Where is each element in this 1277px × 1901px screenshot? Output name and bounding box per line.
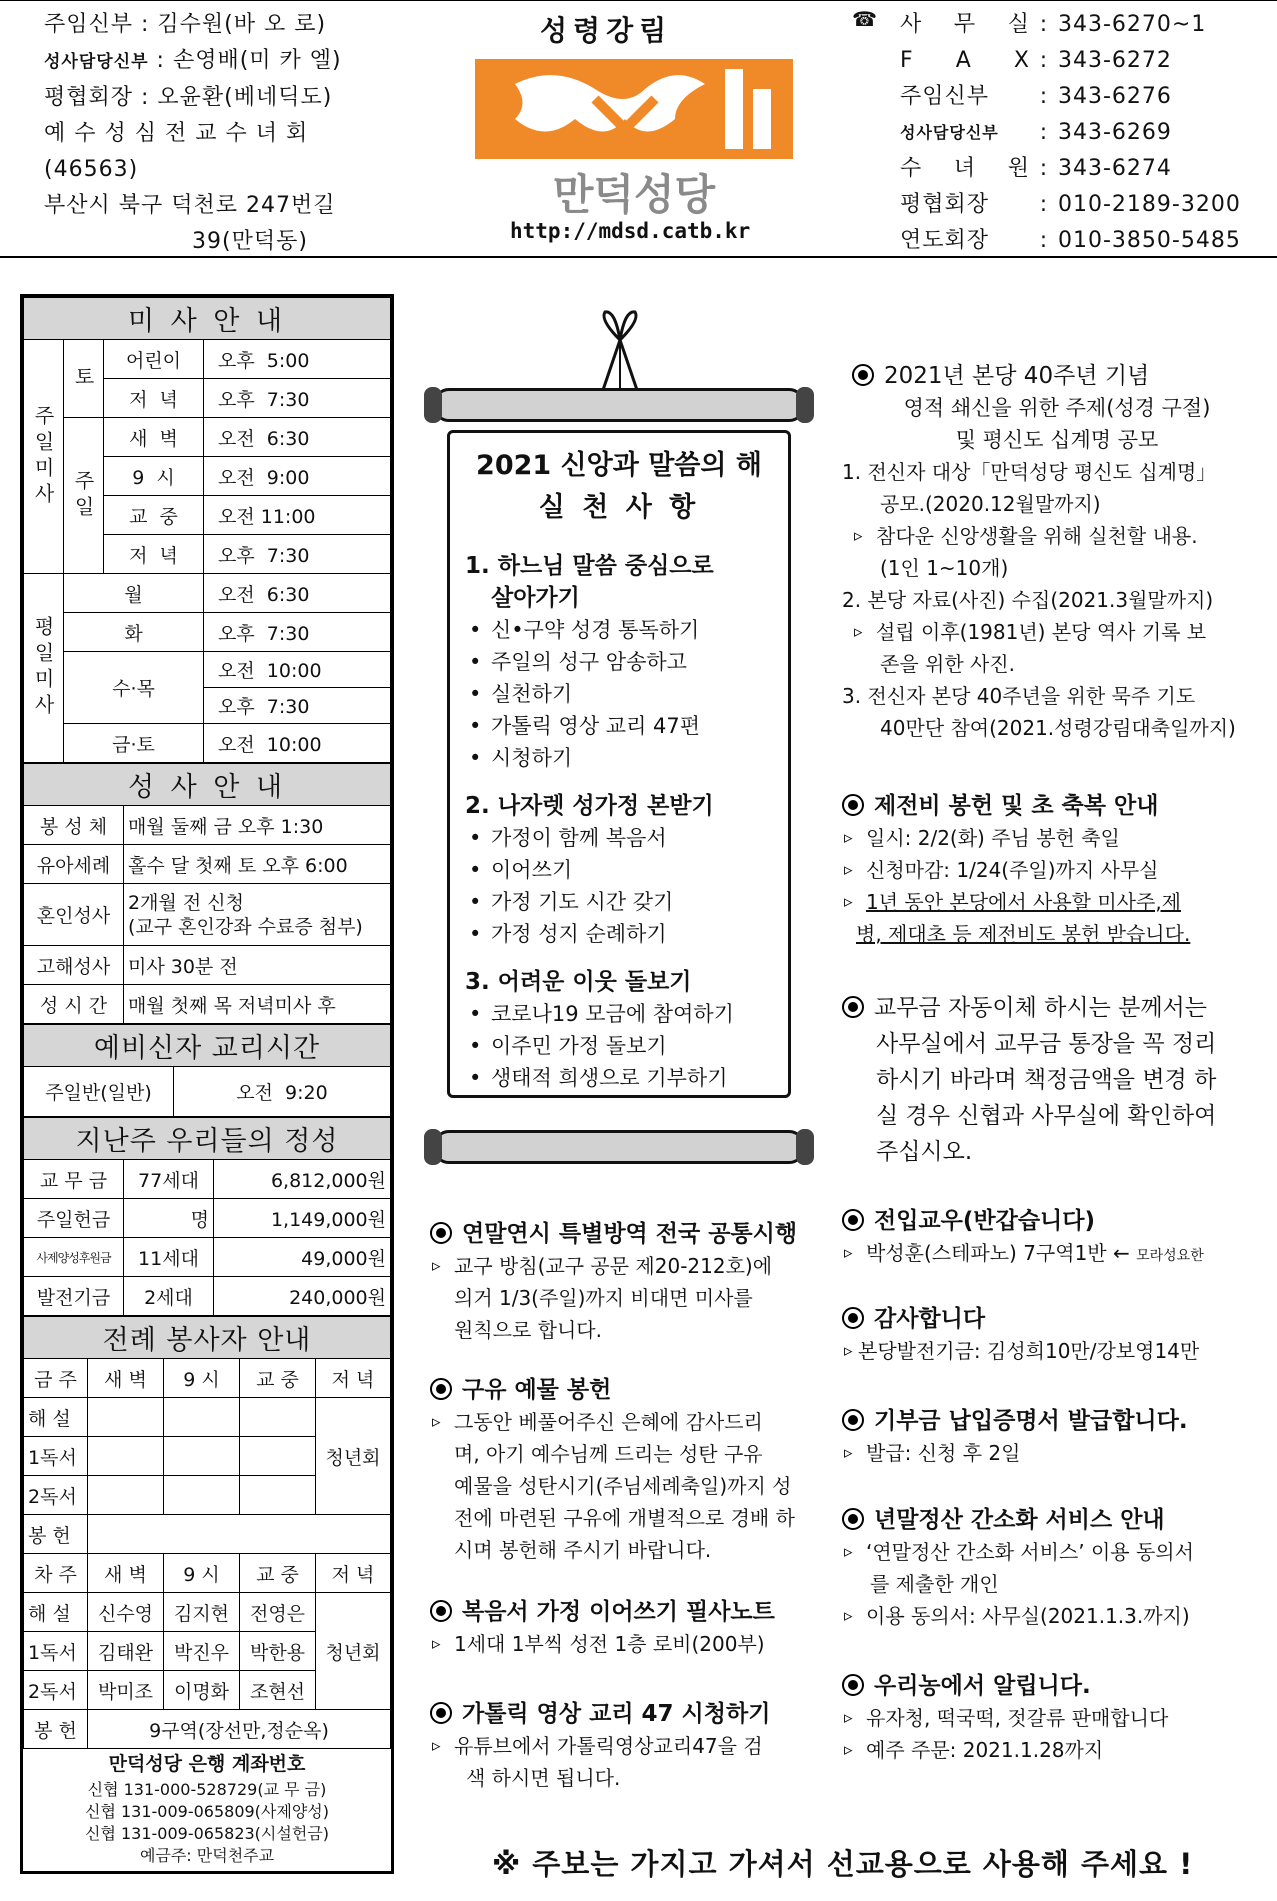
mass-time: 오전 9:00	[204, 457, 391, 496]
offering-title: 지난주 우리들의 정성	[24, 1118, 391, 1160]
notice-catechism-video	[430, 1698, 825, 1794]
notice-line: ▹ 본당발전기금: 김성희10만/강보영14만	[842, 1335, 1262, 1367]
bank-holder: 예금주: 만덕천주교	[139, 1846, 275, 1865]
offering-kind: 발전기금	[24, 1277, 124, 1316]
sunday-mass-label: 주일미사	[24, 340, 64, 574]
bullet-icon	[430, 1222, 452, 1244]
bulletin-header	[0, 0, 1277, 258]
bank-account: 신협 131-009-065809(사제양성)	[84, 1802, 329, 1821]
mass-time: 오후 5:00	[204, 340, 391, 379]
sacrament-name: 성 시 간	[24, 985, 124, 1024]
offering-amount: 49,000원	[214, 1238, 391, 1277]
notice-line: ▹ 유튜브에서 가톨릭영상교리47을 검	[430, 1730, 825, 1762]
weekday-name: 월	[64, 574, 204, 613]
practice-bullet-cont: • 이어쓰기	[465, 854, 785, 886]
server-name: 박한용	[240, 1632, 316, 1671]
server-name: 전영은	[240, 1593, 316, 1632]
mass-name: 저 녁	[104, 535, 204, 574]
contact-convent: 수 녀 원 : 343-6274	[900, 156, 1172, 181]
offering-amount: 6,812,000원	[214, 1160, 391, 1199]
notice-line: 2. 본당 자료(사진) 수집(2021.3월말까지)	[842, 588, 1214, 612]
notice-manger-offering	[430, 1374, 825, 1566]
notice-line: 40만단 참여(2021.성령강림대축일까지)	[880, 716, 1236, 740]
practice-bullet: • 신•구약 성경 통독하기	[465, 614, 785, 646]
sisters-line: 예 수 성 심 전 교 수 녀 회	[44, 121, 309, 146]
servers-header: 9 시	[164, 1554, 240, 1593]
notice-line: 공모.(2020.12월말까지)	[880, 492, 1101, 516]
notice-line: ▹ 그동안 베풀어주신 은혜에 감사드리	[430, 1406, 825, 1438]
notice-heading: 년말정산 간소화 서비스 안내	[842, 1504, 1272, 1536]
servers-header: 새 벽	[88, 1554, 164, 1593]
practice-bullet-cont: • 실천하기	[465, 678, 785, 710]
notice-heading: 전입교우(반갑습니다)	[842, 1205, 1272, 1237]
notice-line: 색 하시면 됩니다.	[466, 1766, 621, 1790]
sacrament-time: 미사 30분 전	[124, 946, 391, 985]
notice-heading: 제전비 봉헌 및 초 축복 안내	[842, 790, 1262, 822]
contact-council: 평협회장 : 010-2189-3200	[900, 192, 1241, 217]
practice-2	[465, 790, 785, 950]
sacrament-name: 혼인성사	[24, 884, 124, 946]
notice-line: 하시기 바라며 책정금액을 변경 하	[876, 1067, 1217, 1093]
notice-line: 3. 전신자 본당 40주년을 위한 묵주 기도	[842, 684, 1196, 708]
notice-new-parishioner	[842, 1205, 1272, 1272]
notice-line: 예물을 성탄시기(주님세례축일)까지 성	[454, 1474, 792, 1498]
servers-header: 새 벽	[88, 1359, 164, 1398]
notice-subheading: 및 평신도 십계명 공모	[955, 428, 1159, 452]
weekday-name: 화	[64, 613, 204, 652]
bullet-icon	[842, 1209, 864, 1231]
bank-account: 신협 131-009-065823(시설헌금)	[84, 1824, 329, 1843]
servers-title: 전례 봉사자 안내	[24, 1317, 391, 1359]
notice-gospel-copy	[430, 1596, 825, 1660]
sacrament-time: 매월 둘째 금 오후 1:30	[124, 806, 391, 845]
server-name: 박진우	[164, 1632, 240, 1671]
offering-kind: 주일헌금	[24, 1199, 124, 1238]
bank-accounts	[23, 1749, 391, 1871]
phone-icon: ☎	[852, 7, 877, 31]
scroll-subtitle: 실 천 사 항	[538, 492, 700, 523]
mass-name: 어린이	[104, 340, 204, 379]
mass-time: 오전 6:30	[204, 574, 391, 613]
notice-line: 병, 제대초 등 제전비도 봉헌 받습니다.	[856, 922, 1191, 946]
bullet-icon	[842, 1409, 864, 1431]
mass-time: 오후 7:30	[204, 535, 391, 574]
practice-bullet: • 이주민 가정 돌보기	[465, 1030, 785, 1062]
offering-count: 2세대	[124, 1277, 214, 1316]
scroll-rod-top	[433, 388, 805, 422]
wedding-note: (교구 혼인강좌 수료증 첨부)	[128, 915, 363, 938]
notice-line: 사무실에서 교무금 통장을 꼭 정리	[876, 1031, 1217, 1057]
server-role: 1독서	[24, 1632, 88, 1671]
notice-line: 를 제출한 개인	[870, 1572, 999, 1596]
mass-time: 오전 11:00	[204, 496, 391, 535]
website-url[interactable]: http://mdsd.catb.kr	[510, 219, 751, 243]
notice-heading: 교무금 자동이체 하시는 분께서는	[842, 990, 1262, 1026]
offering-count: 11세대	[124, 1238, 214, 1277]
notice-line: ▹ ‘연말정산 간소화 서비스’ 이용 동의서	[842, 1536, 1272, 1568]
practice-bullet: • 코로나19 모금에 참여하기	[465, 998, 785, 1030]
notice-line: 1. 전신자 대상「만덕성당 평신도 십계명」	[842, 460, 1217, 484]
notice-line: 의거 1/3(주일)까지 비대면 미사를	[454, 1286, 753, 1310]
notice-line: ▹ 발급: 신청 후 2일	[842, 1437, 1262, 1469]
sacrament-time: 홀수 달 첫째 토 오후 6:00	[124, 845, 391, 884]
contact-fax: F A X : 343-6272	[900, 48, 1172, 73]
address-line-2: 39(만덕동)	[192, 229, 308, 254]
ribbon-icon	[595, 310, 645, 390]
bullet-icon	[842, 1674, 864, 1696]
notice-heading: 우리농에서 알립니다.	[842, 1670, 1262, 1702]
sacrament-title: 성 사 안 내	[24, 764, 391, 806]
bullet-icon	[842, 1508, 864, 1530]
bullet-icon	[430, 1600, 452, 1622]
footer-message: ※ 주보는 가지고 가셔서 선교용으로 사용해 주세요 !	[492, 1847, 1194, 1881]
bank-title: 만덕성당 은행 계좌번호	[108, 1753, 306, 1775]
bullet-icon	[842, 996, 864, 1018]
practice-bullet: • 가정 기도 시간 갖기	[465, 886, 785, 918]
notice-subheading: 영적 쇄신을 위한 주제(성경 구절)	[903, 396, 1211, 420]
notice-line: 주십시오.	[876, 1139, 973, 1165]
offering-amount: 1,149,000원	[214, 1199, 391, 1238]
saturday-label: 토	[64, 340, 104, 418]
servers-header: 저 녁	[316, 1554, 391, 1593]
servers-header: 교 중	[240, 1359, 316, 1398]
bank-account: 신협 131-000-528729(교 무 금)	[87, 1780, 327, 1799]
notice-heading: 연말연시 특별방역 전국 공통시행	[430, 1218, 825, 1250]
notice-line: ▹ 이용 동의서: 사무실(2021.1.3.까지)	[842, 1600, 1272, 1632]
offering-kind: 교 무 금	[24, 1160, 124, 1199]
notice-thanks	[842, 1303, 1262, 1367]
mass-title: 미 사 안 내	[24, 298, 391, 340]
notice-line: 실 경우 신협과 사무실에 확인하여	[876, 1103, 1217, 1129]
scroll-rod-bottom	[433, 1130, 805, 1164]
bullet-icon	[842, 1307, 864, 1329]
contact-pastor: 주임신부 : 343-6276	[900, 84, 1172, 109]
youth-group: 청년회	[316, 1398, 391, 1515]
practice-bullet: • 가정이 함께 복음서	[465, 822, 785, 854]
practice-heading: 2. 나자렛 성가정 본받기	[465, 793, 714, 819]
notice-line: 전에 마련된 구유에 개별적으로 경배 하	[454, 1506, 795, 1530]
notice-line: 존을 위한 사진.	[880, 652, 1015, 676]
sacrament-time	[124, 884, 391, 946]
servers-header: 금 주	[24, 1359, 88, 1398]
address-line-1: 부산시 북구 덕천로 247번길	[44, 193, 336, 218]
server-role: 봉 헌	[24, 1515, 88, 1554]
server-name: 조현선	[240, 1671, 316, 1710]
council-president-line: 평협회장 : 오윤환(베네딕도)	[44, 85, 333, 110]
notice-line: ▹ 설립 이후(1981년) 본당 역사 기록 보	[852, 616, 1262, 648]
parish-info	[44, 7, 342, 260]
notice-tax-service	[842, 1504, 1272, 1632]
notice-line: ▹ 참다운 신앙생활을 위해 실천할 내용.	[852, 520, 1262, 552]
bullet-icon	[430, 1702, 452, 1724]
mass-time: 오후 7:30	[204, 379, 391, 418]
server-name: 박미조	[88, 1671, 164, 1710]
weekday-name: 수·목	[64, 652, 204, 724]
offertory-group: 9구역(장선만,정순옥)	[88, 1710, 391, 1749]
practice-heading: 3. 어려운 이웃 돌보기	[465, 969, 692, 995]
notice-line: ▹ 유자청, 떡국떡, 젓갈류 판매합니다	[842, 1702, 1262, 1734]
catechism-time: 오전 9:20	[174, 1067, 391, 1117]
mass-time: 오전 10:00	[204, 652, 391, 688]
youth-group: 청년회	[316, 1593, 391, 1710]
catechism-class: 주일반(일반)	[24, 1067, 174, 1117]
notice-heading: 가톨릭 영상 교리 47 시청하기	[430, 1698, 825, 1730]
notice-line: ▹ 교구 방침(교구 공문 제20-212호)에	[430, 1250, 825, 1282]
servers-header: 차 주	[24, 1554, 88, 1593]
notice-heading: 감사합니다	[842, 1303, 1262, 1335]
notice-line: ▹ 일시: 2/2(화) 주님 봉헌 축일	[842, 822, 1262, 854]
server-role: 2독서	[24, 1671, 88, 1710]
practice-heading: 살아가기	[491, 585, 580, 611]
practice-bullet: • 생태적 희생으로 기부하기	[465, 1062, 785, 1094]
notice-line: ▹ 박성훈(스테파노) 7구역1반 ← 모라성요한	[842, 1237, 1272, 1272]
notice-heading: 기부금 납입증명서 발급합니다.	[842, 1405, 1262, 1437]
server-role: 1독서	[24, 1437, 88, 1476]
sacrament-name: 유아세례	[24, 845, 124, 884]
notice-line: (1인 1~10개)	[880, 556, 1009, 580]
practice-bullet: • 주일의 성구 암송하고	[465, 646, 785, 678]
notice-donation-receipt	[842, 1405, 1262, 1469]
server-role: 2독서	[24, 1476, 88, 1515]
offering-count: 명	[124, 1199, 214, 1238]
practice-3	[465, 966, 785, 1094]
notice-covid	[430, 1218, 825, 1346]
servers-header: 교 중	[240, 1554, 316, 1593]
servers-header: 저 녁	[316, 1359, 391, 1398]
server-name: 김태완	[88, 1632, 164, 1671]
pastor-line: 주임신부 : 김수원(바 오 로)	[44, 12, 327, 37]
weekday-name: 금·토	[64, 724, 204, 763]
notice-heading: 구유 예물 봉헌	[430, 1374, 825, 1406]
notice-line: 며, 아기 예수님께 드리는 성탄 구유	[454, 1442, 763, 1466]
mass-time: 오후 7:30	[204, 613, 391, 652]
sacrament-name: 봉 성 체	[24, 806, 124, 845]
mass-name: 9 시	[104, 457, 204, 496]
mass-time: 오후 7:30	[204, 688, 391, 724]
parish-logo	[475, 59, 793, 219]
notice-line: 시며 봉헌해 주시기 바랍니다.	[454, 1538, 712, 1562]
server-role: 해 설	[24, 1593, 88, 1632]
contact-list	[900, 7, 1241, 259]
server-name: 신수영	[88, 1593, 164, 1632]
notice-farm	[842, 1670, 1262, 1766]
contact-office: 사 무 실 : 343-6270~1	[900, 12, 1207, 37]
mass-name: 교 중	[104, 496, 204, 535]
notice-line: 원칙으로 합니다.	[454, 1318, 602, 1342]
catechism-title: 예비신자 교리시간	[24, 1025, 391, 1067]
contact-funeral: 연도회장 : 010-3850-5485	[900, 228, 1241, 253]
bullet-icon	[430, 1378, 452, 1400]
servers-header: 9 시	[164, 1359, 240, 1398]
scroll-panel	[425, 310, 813, 1170]
practice-bullet: • 가정 성지 순례하기	[465, 918, 785, 950]
mass-time: 오전 6:30	[204, 418, 391, 457]
sunday-label: 주일	[64, 418, 104, 574]
weekday-mass-label: 평일미사	[24, 574, 64, 763]
server-name: 김지현	[164, 1593, 240, 1632]
notice-auto-transfer	[842, 990, 1262, 1170]
practice-bullet-cont: • 시청하기	[465, 742, 785, 774]
contact-associate: 성사담당신부 : 343-6269	[900, 120, 1172, 145]
practice-bullet: • 가톨릭 영상 교리 47편	[465, 710, 785, 742]
notice-line: ▹ 1세대 1부씩 성전 1층 로비(200부)	[430, 1628, 825, 1660]
notice-line: ▹ 1년 동안 본당에서 사용할 미사주,제	[842, 886, 1262, 918]
notice-heading: 2021년 본당 40주년 기념	[852, 360, 1262, 392]
practice-heading: 1. 하느님 말씀 중심으로	[465, 553, 714, 579]
mass-name: 새 벽	[104, 418, 204, 457]
server-role: 봉 헌	[24, 1710, 88, 1749]
schedule-table	[20, 294, 394, 1874]
scroll-title: 2021 신앙과 말씀의 해	[476, 450, 762, 481]
notice-candle-blessing	[842, 790, 1262, 950]
bulletin-title: 성령강림	[540, 14, 673, 47]
mass-time: 오전 10:00	[204, 724, 391, 763]
arrow-left-icon: ←	[1112, 1241, 1130, 1265]
logo-text: 만덕성당	[552, 170, 716, 219]
offering-kind: 사제양성후원금	[24, 1238, 124, 1277]
bullet-icon	[842, 794, 864, 816]
offering-count: 77세대	[124, 1160, 214, 1199]
wedding-apply: 2개월 전 신청	[128, 891, 244, 914]
sacrament-name: 고해성사	[24, 946, 124, 985]
offering-amount: 240,000원	[214, 1277, 391, 1316]
notice-anniversary	[842, 360, 1262, 744]
practice-1	[465, 550, 785, 774]
postal-code: (46563)	[44, 157, 139, 182]
sacrament-time: 매월 첫째 목 저녁미사 후	[124, 985, 391, 1024]
bullet-icon	[852, 364, 874, 386]
associate-pastor-line: 성사담당신부 : 손영배(미 카 엘)	[44, 48, 342, 73]
server-role: 해 설	[24, 1398, 88, 1437]
notice-line: ▹ 신청마감: 1/24(주일)까지 사무실	[842, 854, 1262, 886]
notice-heading: 복음서 가정 이어쓰기 필사노트	[430, 1596, 825, 1628]
mass-name: 저 녁	[104, 379, 204, 418]
server-name: 이명화	[164, 1671, 240, 1710]
notice-line: ▹ 예주 주문: 2021.1.28까지	[842, 1734, 1262, 1766]
